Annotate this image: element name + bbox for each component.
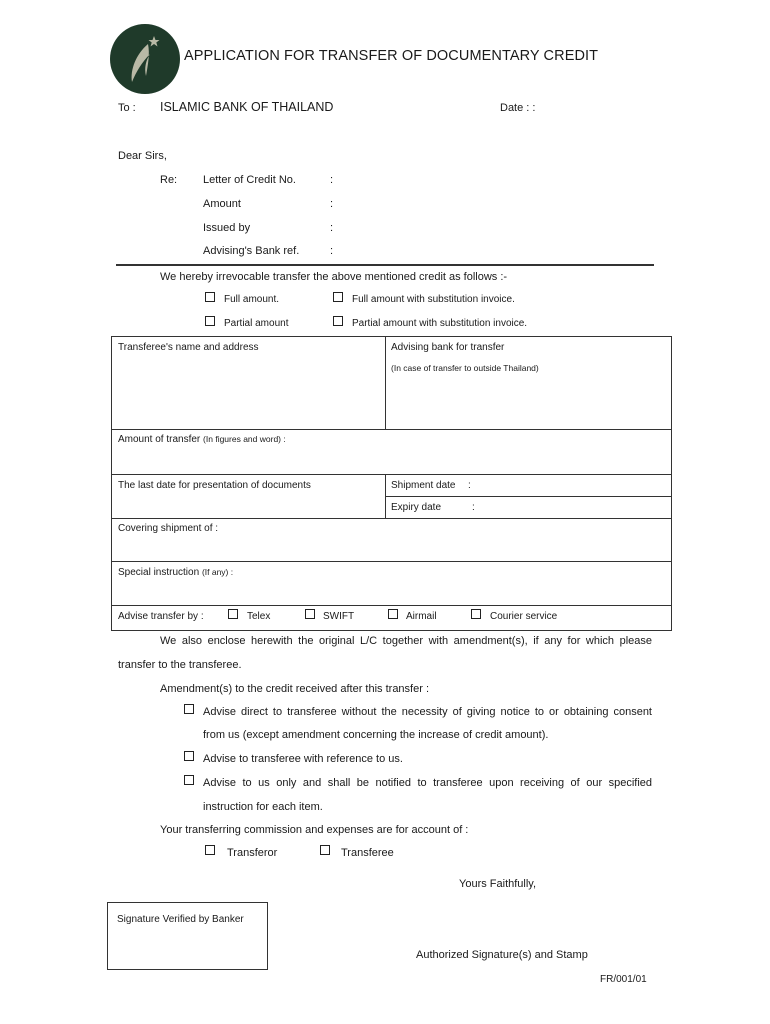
commission-intro: Your transferring commission and expenses are for account of : bbox=[160, 824, 469, 836]
form-code: FR/001/01 bbox=[600, 974, 647, 985]
full-sub-checkbox[interactable] bbox=[333, 292, 343, 302]
signature-verified-label: Signature Verified by Banker bbox=[117, 914, 244, 925]
swift-label: SWIFT bbox=[323, 611, 355, 622]
transferor-label: Transferor bbox=[227, 847, 278, 859]
amend-us-only-checkbox[interactable] bbox=[184, 775, 194, 785]
full-amount-label: Full amount. bbox=[224, 294, 280, 305]
amend-direct-line1: Advise direct to transferee without the necessity of giving notice to or obtaining consent bbox=[203, 706, 652, 718]
amend-us-only-line2: instruction for each item. bbox=[203, 801, 323, 813]
amend-direct-line2: from us (except amendment concerning the increase of credit amount). bbox=[203, 729, 549, 741]
enclose-text-line1: We also enclose herewith the original L/C together with amendment(s), if any for which please bbox=[160, 635, 652, 647]
date-label: Date : : bbox=[500, 102, 536, 114]
expiry-date-label[interactable]: Expiry date bbox=[391, 502, 442, 513]
transferee-checkbox[interactable] bbox=[320, 845, 330, 855]
telex-checkbox[interactable] bbox=[228, 609, 238, 619]
to-label: To : bbox=[118, 102, 136, 114]
transferee-label: Transferee bbox=[341, 847, 394, 859]
airmail-checkbox[interactable] bbox=[388, 609, 398, 619]
divider bbox=[116, 264, 654, 266]
transfer-intro: We hereby irrevocable transfer the above mentioned credit as follows :- bbox=[160, 271, 508, 283]
bank-name: ISLAMIC BANK OF THAILAND bbox=[160, 100, 334, 114]
form-title: APPLICATION FOR TRANSFER OF DOCUMENTARY CREDIT bbox=[184, 48, 599, 64]
transferor-checkbox[interactable] bbox=[205, 845, 215, 855]
amount-of-transfer-field[interactable] bbox=[118, 434, 286, 445]
telex-label: Telex bbox=[247, 611, 271, 622]
special-instruction-label: Special instruction bbox=[118, 567, 200, 578]
advise-transfer-label: Advise transfer by : bbox=[118, 611, 204, 622]
swift-checkbox[interactable] bbox=[305, 609, 315, 619]
amendments-intro: Amendment(s) to the credit received after this transfer : bbox=[160, 683, 430, 695]
full-sub-label: Full amount with substitution invoice. bbox=[352, 294, 515, 305]
amend-reference-checkbox[interactable] bbox=[184, 751, 194, 761]
amend-direct-checkbox[interactable] bbox=[184, 704, 194, 714]
amend-us-only-line1: Advise to us only and shall be notified to transferee upon receiving of our specified bbox=[203, 777, 652, 789]
full-amount-checkbox[interactable] bbox=[205, 292, 215, 302]
re-label: Re: bbox=[160, 174, 178, 186]
advising-ref-colon: : bbox=[330, 245, 334, 257]
issued-by-label: Issued by bbox=[203, 222, 251, 234]
airmail-label: Airmail bbox=[406, 611, 437, 622]
special-instruction-field[interactable] bbox=[118, 567, 233, 578]
amount-label: Amount bbox=[203, 198, 241, 210]
advising-bank-field[interactable]: Advising bank for transfer bbox=[391, 342, 505, 353]
amount-transfer-label: Amount of transfer bbox=[118, 434, 201, 445]
courier-checkbox[interactable] bbox=[471, 609, 481, 619]
amount-transfer-note: (In figures and word) : bbox=[203, 434, 286, 444]
authorized-signature-label: Authorized Signature(s) and Stamp bbox=[416, 949, 588, 961]
closing: Yours Faithfully, bbox=[459, 878, 537, 890]
special-instruction-note: (If any) : bbox=[201, 567, 234, 577]
signature-verified-box[interactable] bbox=[107, 902, 268, 970]
advising-ref-label: Advising's Bank ref. bbox=[203, 245, 300, 257]
amount-colon: : bbox=[330, 198, 334, 210]
courier-label: Courier service bbox=[490, 611, 558, 622]
salutation: Dear Sirs, bbox=[118, 150, 167, 162]
shipment-date-colon: : bbox=[468, 480, 471, 491]
partial-checkbox[interactable] bbox=[205, 316, 215, 326]
enclose-text-line2: transfer to the transferee. bbox=[118, 659, 242, 671]
issued-by-colon: : bbox=[330, 222, 334, 234]
shipment-date-label[interactable]: Shipment date bbox=[391, 480, 456, 491]
partial-sub-checkbox[interactable] bbox=[333, 316, 343, 326]
amend-reference-label: Advise to transferee with reference to us. bbox=[203, 753, 403, 765]
partial-label: Partial amount bbox=[224, 318, 289, 329]
lc-number-colon: : bbox=[330, 174, 334, 186]
transferee-field[interactable]: Transferee's name and address bbox=[118, 342, 259, 353]
last-date-field[interactable]: The last date for presentation of documents bbox=[118, 480, 311, 491]
bank-logo bbox=[110, 24, 180, 94]
lc-number-label: Letter of Credit No. bbox=[203, 174, 296, 186]
covering-shipment-field[interactable]: Covering shipment of : bbox=[118, 523, 219, 534]
advising-bank-note: (In case of transfer to outside Thailand) bbox=[391, 363, 539, 373]
partial-sub-label: Partial amount with substitution invoice. bbox=[352, 318, 528, 329]
expiry-date-colon: : bbox=[472, 502, 475, 513]
